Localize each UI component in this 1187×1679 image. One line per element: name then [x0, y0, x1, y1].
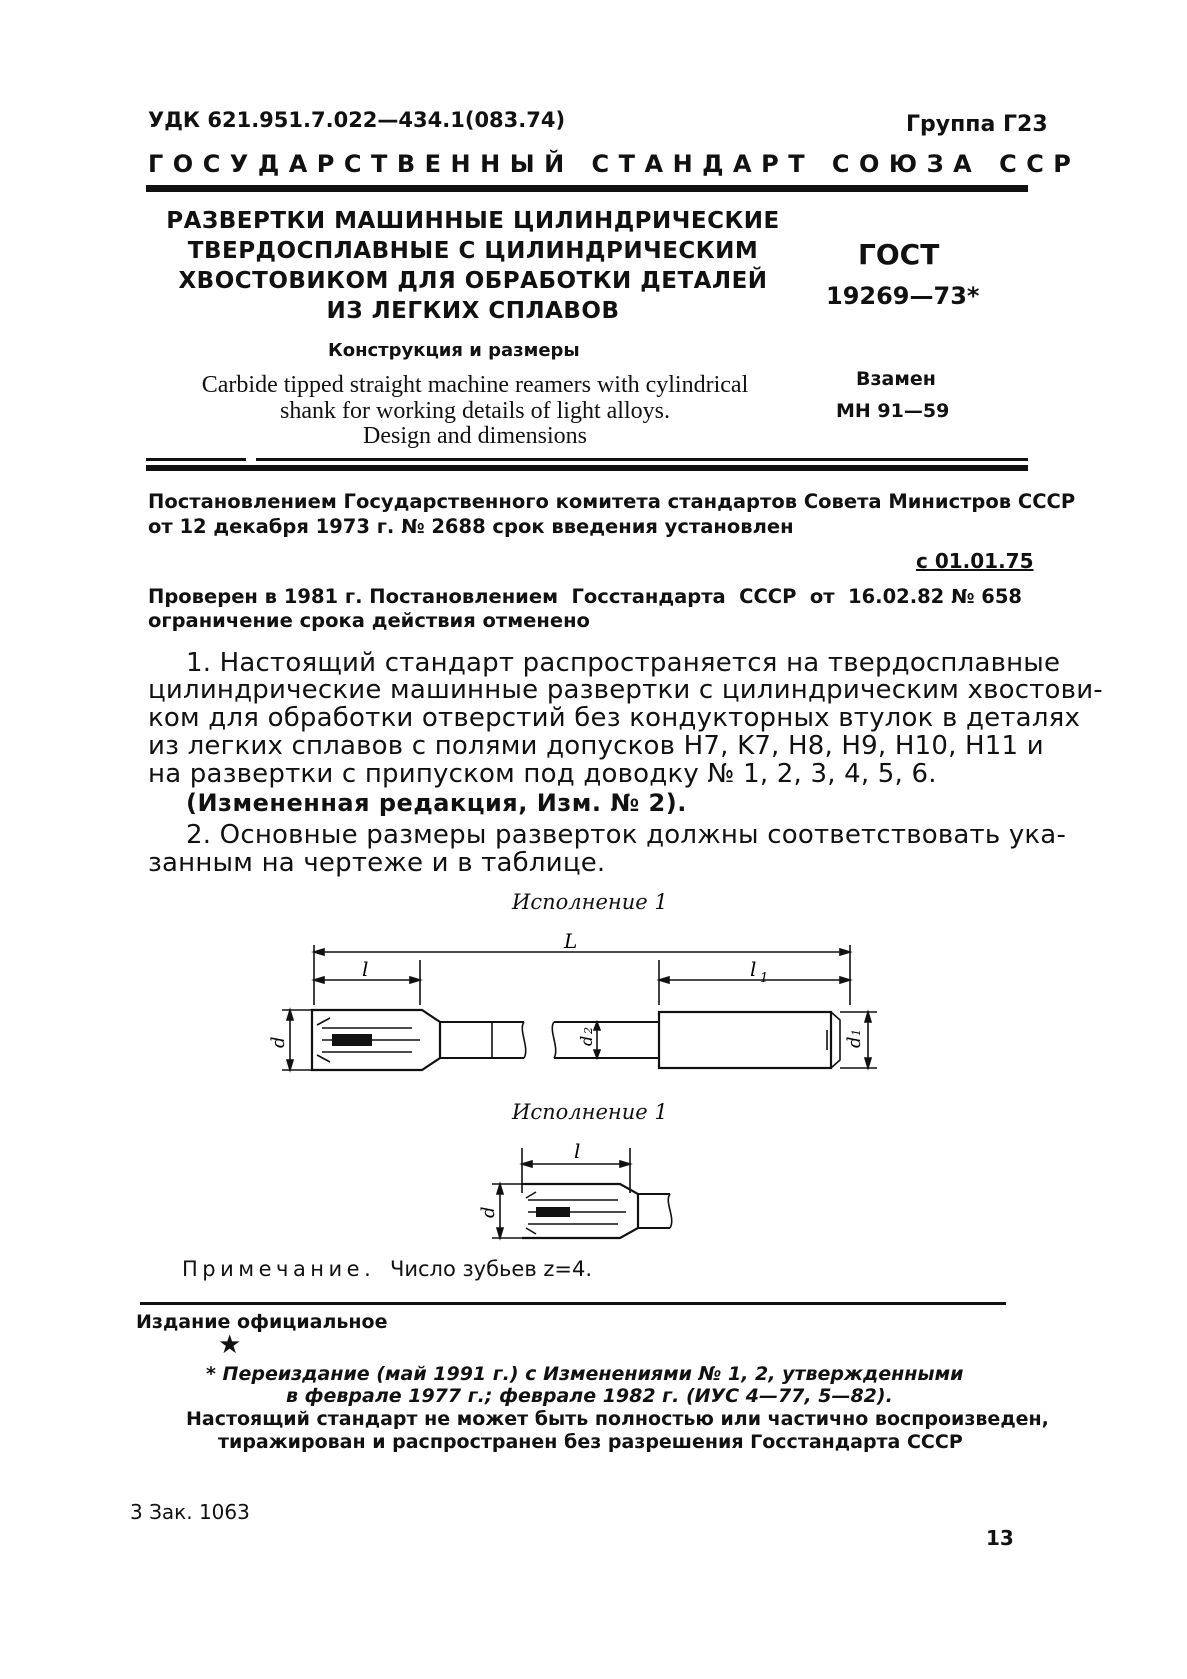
english-title-line: shank for working details of light alloys. — [280, 398, 670, 424]
copyright-line: Настоящий стандарт не может быть полностью или частично воспроизведен, — [186, 1408, 1049, 1430]
drawing-2-caption: Исполнение 1 — [512, 1100, 668, 1124]
page-number: 13 — [986, 1526, 1014, 1550]
order-number: 3 Зак. 1063 — [130, 1500, 250, 1524]
verified-text: от — [809, 585, 835, 608]
reamer-drawing-2 — [470, 1138, 680, 1248]
official-edition: Издание официальное — [136, 1311, 388, 1333]
paragraph-1-line: из легких сплавов с полями допусков H7, K7, H8, H9, H10, H11 и — [148, 731, 1044, 761]
gost-number: 19269—73* — [826, 282, 980, 310]
dim-label-d2-sub: 2 — [582, 1027, 595, 1034]
reissue-line: в феврале 1977 г.; феврале 1982 г. (ИУС 4—77, 5—82). — [286, 1385, 893, 1407]
dim-label-l1: l — [750, 957, 757, 981]
dim-label-d-2: d — [478, 1206, 499, 1218]
reamer-drawing-1 — [262, 930, 902, 1080]
dim-label-l-2: l — [574, 1139, 581, 1163]
udk-code: УДК 621.951.7.022—434.1(083.74) — [148, 108, 566, 132]
dim-label-d: d — [268, 1036, 289, 1048]
verified-line — [148, 585, 1022, 608]
title-rule-long — [256, 458, 1028, 461]
title-rule-thick — [146, 465, 1028, 471]
dim-label-d1: d — [844, 1036, 865, 1048]
decree-line: Постановлением Государственного комитета стандартов Совета Министров СССР — [148, 490, 1076, 513]
paragraph-2-line: занным на чертеже и в таблице. — [148, 848, 606, 878]
title-line: РАЗВЕРТКИ МАШИННЫЕ ЦИЛИНДРИЧЕСКИЕ — [166, 208, 780, 234]
replaces-value: МН 91—59 — [836, 400, 950, 422]
note-label: Примечание. — [182, 1257, 376, 1281]
verified-decree-number: 16.02.82 № 658 — [848, 585, 1022, 608]
title-line: ИЗ ЛЕГКИХ СПЛАВОВ — [326, 298, 620, 324]
dim-label-L: L — [564, 930, 578, 953]
dim-label-d2: d — [577, 1035, 596, 1046]
dim-label-l: l — [362, 957, 369, 981]
subtitle: Конструкция и размеры — [328, 340, 580, 361]
dim-label-d1-sub: 1 — [850, 1029, 863, 1036]
english-title-line: Carbide tipped straight machine reamers with cylindrical — [201, 372, 749, 398]
effective-date: с 01.01.75 — [916, 549, 1034, 573]
footer-rule — [140, 1302, 1006, 1305]
replaces-label: Взамен — [856, 368, 936, 390]
verified-text: Госстандарта — [571, 585, 726, 608]
note-text: Число зубьев z=4. — [389, 1257, 593, 1281]
group-code: Группа Г23 — [906, 112, 1048, 137]
verified-text: Проверен в 1981 г. Постановлением — [148, 585, 559, 608]
amendment-note: (Измененная редакция, Изм. № 2). — [186, 789, 687, 817]
star-icon: ★ — [218, 1330, 242, 1360]
title-rule-short — [146, 458, 246, 461]
title-line: ТВЕРДОСПЛАВНЫЕ С ЦИЛИНДРИЧЕСКИМ — [187, 238, 759, 264]
standard-banner: ГОСУДАРСТВЕННЫЙ СТАНДАРТ СОЮЗА ССР — [148, 150, 1081, 178]
dim-label-l1-sub: 1 — [760, 971, 769, 986]
paragraph-1-line: ком для обработки отверстий без кондукторных втулок в деталях — [148, 703, 1081, 733]
header-rule — [146, 185, 1028, 192]
decree-line: от 12 декабря 1973 г. № 2688 срок введения установлен — [148, 515, 794, 538]
paragraph-1-line: 1. Настоящий стандарт распространяется на твердосплавные — [186, 648, 1061, 678]
verified-line-2: ограничение срока действия отменено — [148, 609, 590, 632]
gost-label: ГОСТ — [858, 238, 940, 271]
verified-text: СССР — [739, 585, 797, 608]
title-line: ХВОСТОВИКОМ ДЛЯ ОБРАБОТКИ ДЕТАЛЕЙ — [178, 268, 768, 294]
paragraph-1-line: на развертки с припуском под доводку № 1, 2, 3, 4, 5, 6. — [148, 759, 937, 789]
english-title-line: Design and dimensions — [363, 423, 587, 449]
note — [182, 1257, 592, 1281]
paragraph-1-line: цилиндрические машинные развертки с цилиндрическим хвостови- — [148, 675, 1103, 705]
paragraph-2-line: 2. Основные размеры разверток должны соответствовать ука- — [186, 820, 1067, 850]
drawing-1-caption: Исполнение 1 — [512, 890, 668, 914]
copyright-line: тиражирован и распространен без разрешения Госстандарта СССР — [218, 1431, 963, 1453]
reissue-line: * Переиздание (май 1991 г.) с Изменениями № 1, 2, утвержденными — [206, 1363, 964, 1385]
